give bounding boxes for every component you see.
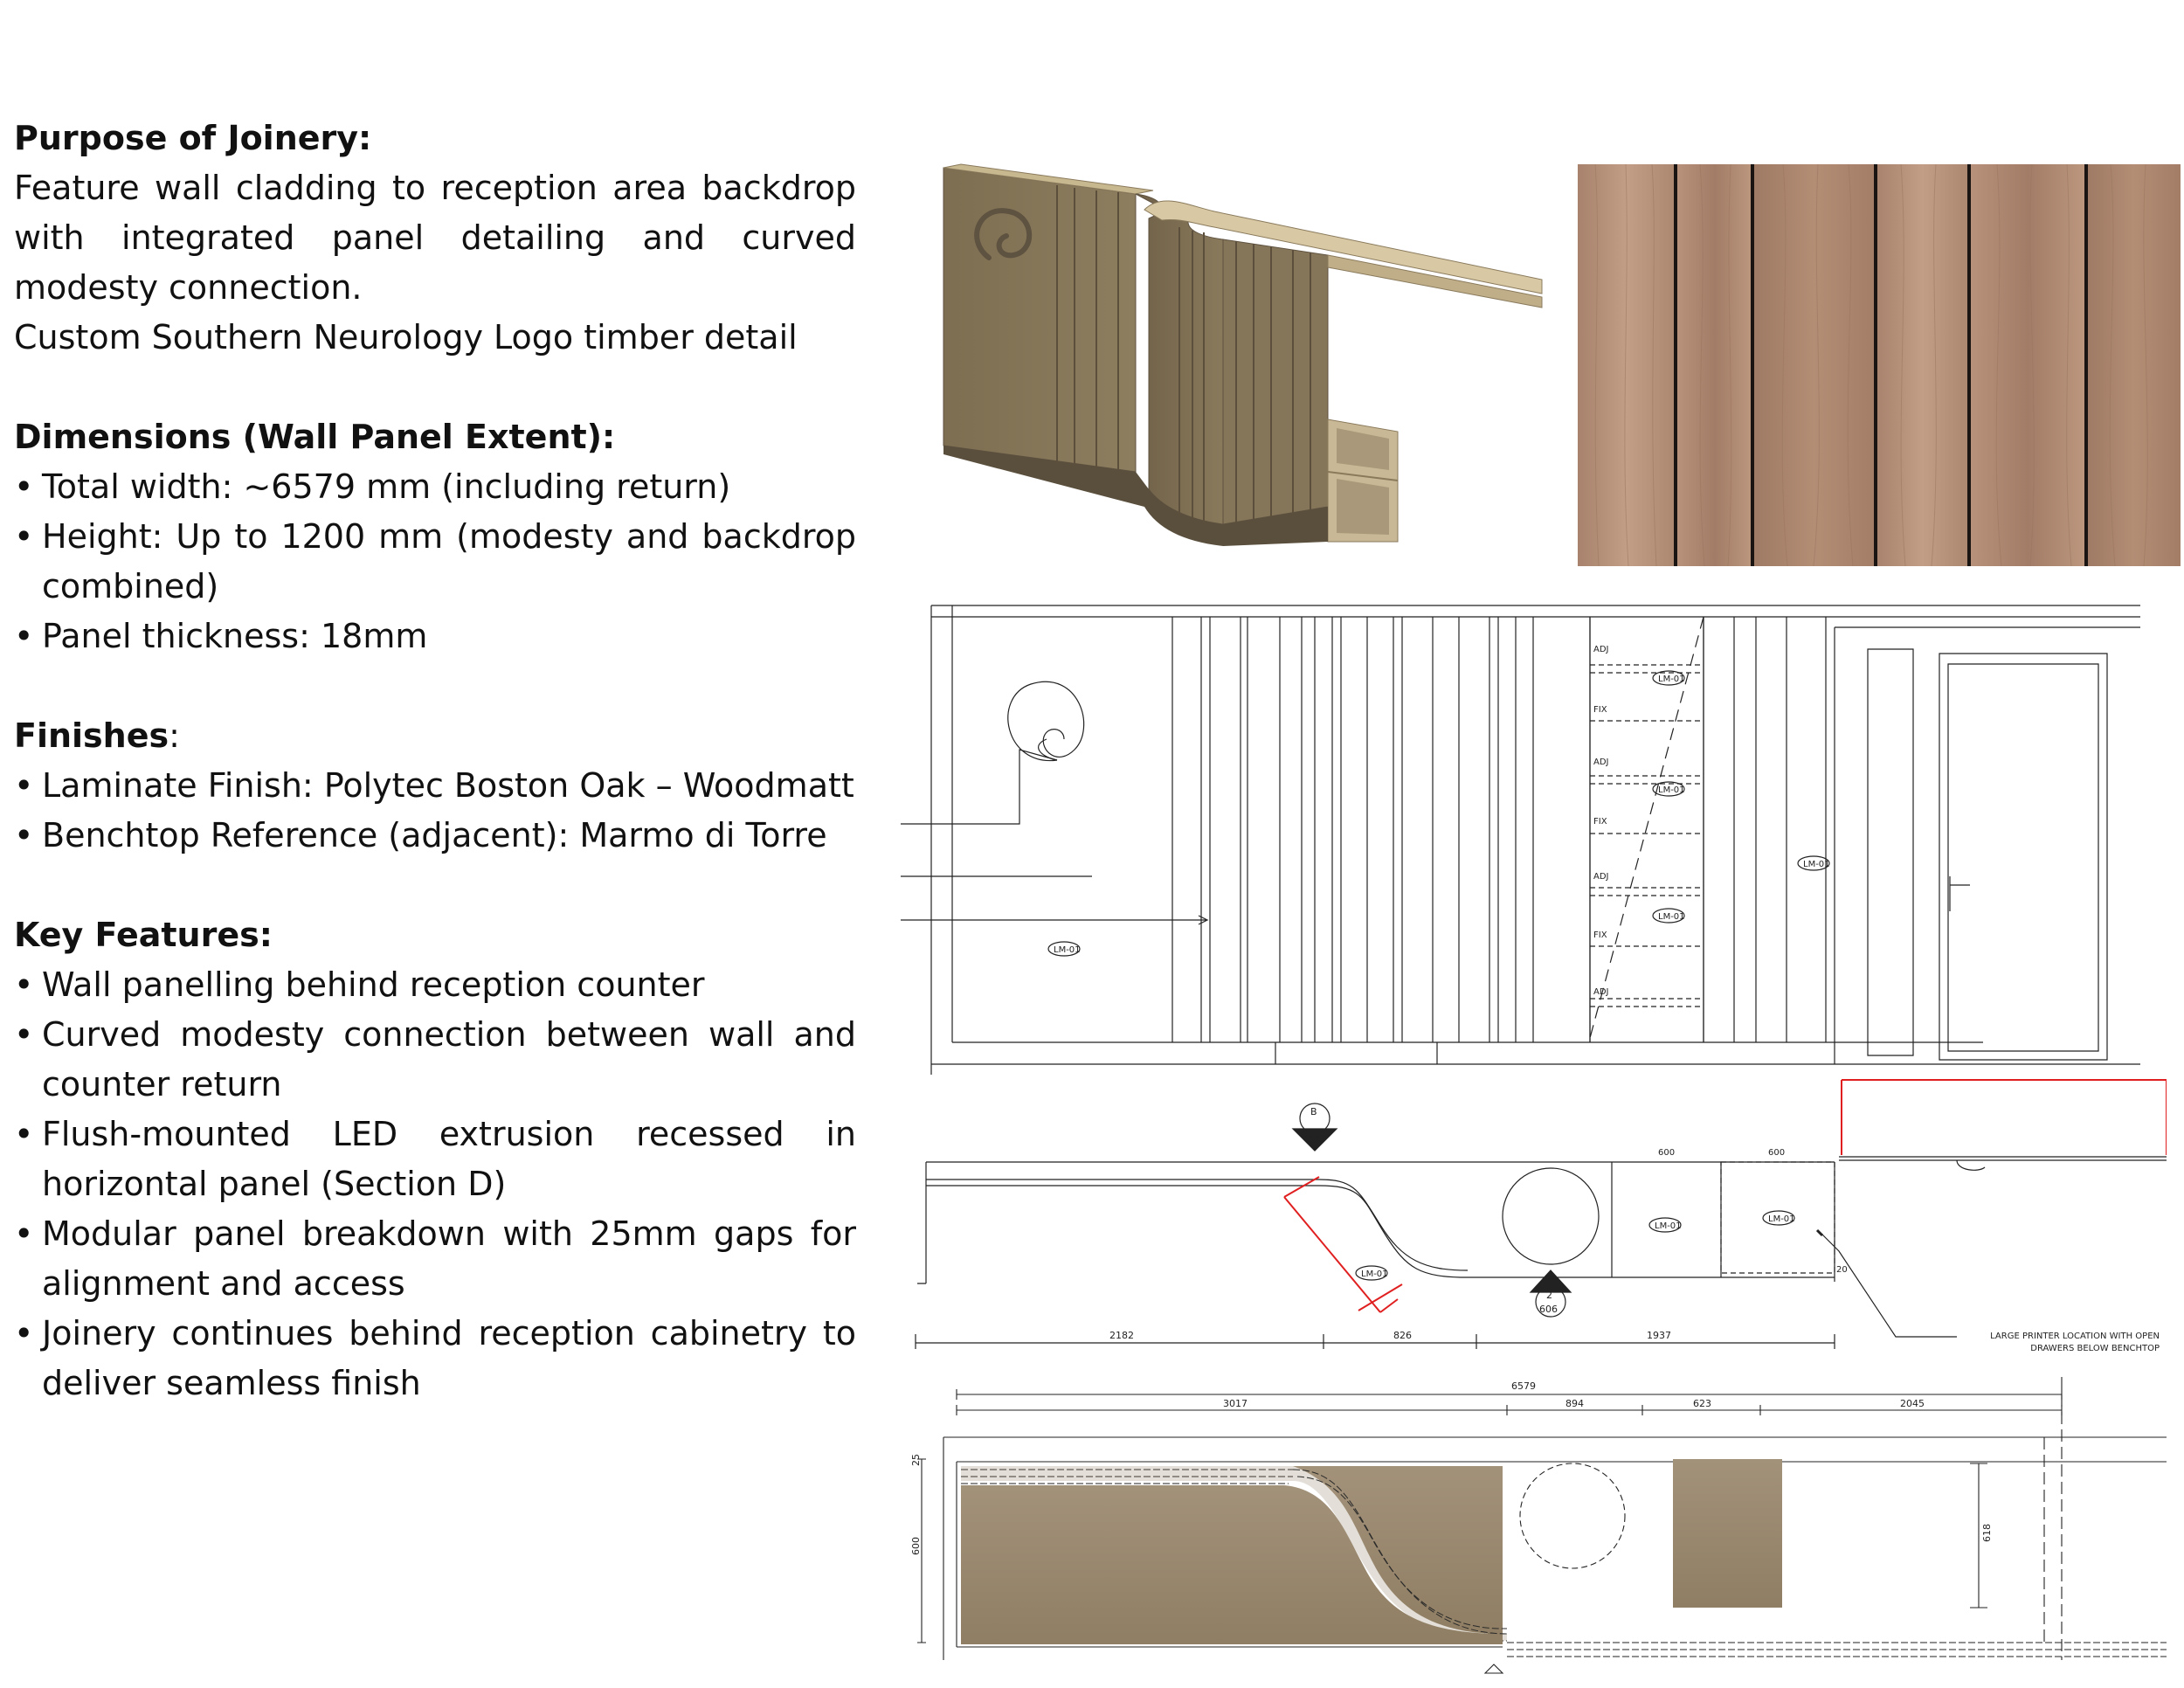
swatch-plank [1753, 164, 1876, 566]
printer-note-line-2: DRAWERS BELOW BENCHTOP [2030, 1344, 2160, 1353]
side-dimension: 618 [1981, 1524, 1993, 1542]
feature-item: • Flush-mounted LED extrusion recessed in horizontal panel (Section D) [14, 1110, 856, 1209]
elevation-tag-text: LM-01 [1658, 785, 1685, 795]
plan-tag-text: LM-01 [1768, 1214, 1795, 1224]
shelf-label: FIX [1593, 817, 1607, 827]
purpose-heading: Purpose of Joinery: [14, 119, 372, 157]
shelf-label: FIX [1593, 930, 1607, 940]
feature-item: • Joinery continues behind reception cabinetry to deliver seamless finish [14, 1309, 856, 1408]
render-back-wall [943, 168, 1136, 472]
plan-dim-value: 2182 [1109, 1330, 1134, 1341]
dimensions-heading: Dimensions (Wall Panel Extent): [14, 418, 616, 456]
finishes-heading: Finishes [14, 716, 169, 755]
finishes-list [14, 761, 856, 861]
shelf-label: ADJ [1593, 987, 1609, 997]
dimension-item: • Total width: ~6579 mm (including return) [14, 462, 856, 512]
finishes-heading-row [14, 711, 856, 761]
bay-width: 600 [1658, 1148, 1676, 1158]
segment-dimension: 623 [1693, 1398, 1711, 1409]
plan-dim-value: 1937 [1647, 1330, 1671, 1341]
finishes-colon: : [169, 716, 180, 755]
dimension-item: • Panel thickness: 18mm [14, 612, 856, 661]
dimensions-list [14, 462, 856, 661]
finish-item: • Benchtop Reference (adjacent): Marmo di Torre [14, 811, 856, 861]
bay-width: 600 [1768, 1148, 1786, 1158]
feature-item: • Wall panelling behind reception counter [14, 960, 856, 1010]
purpose-line-2: Custom Southern Neurology Logo timber detail [14, 318, 798, 356]
swatch-plank [1676, 164, 1753, 566]
shelf-label: ADJ [1593, 645, 1609, 654]
swatch-plank [1969, 164, 2087, 566]
callout-letter: 2 [1546, 1290, 1552, 1301]
lower-plan-drawing [909, 1372, 2167, 1678]
overall-dimension: 6579 [1511, 1380, 1536, 1392]
reception-plan-drawing [909, 1076, 2167, 1365]
segment-dimension: 3017 [1223, 1398, 1248, 1409]
shelf-label: FIX [1593, 705, 1607, 715]
features-list [14, 960, 856, 1408]
callout-number: 606 [1539, 1304, 1558, 1315]
section-number: 600 [1302, 1129, 1320, 1140]
elevation-tag-text: LM-01 [1054, 945, 1081, 955]
feature-item: • Modular panel breakdown with 25mm gaps for alignment and access [14, 1209, 856, 1309]
specification-text [14, 114, 856, 1408]
purpose-line-1: Feature wall cladding to reception area backdrop with integrated panel detailing and curved modesty connection. [14, 169, 856, 307]
finish-item: • Laminate Finish: Polytec Boston Oak – Woodmatt [14, 761, 856, 811]
joinery-3d-render [926, 157, 1564, 577]
segment-dimension: 894 [1565, 1398, 1584, 1409]
plan-tag-text: LM-01 [1655, 1221, 1682, 1231]
dimension-item: • Height: Up to 1200 mm (modesty and backdrop combined) [14, 512, 856, 612]
elevation-tag-text: LM-01 [1658, 912, 1685, 922]
plan-side-dim: 20 [1836, 1265, 1848, 1275]
boston-oak-swatch [1578, 164, 2181, 566]
section-letter: B [1310, 1106, 1317, 1117]
shelf-label: ADJ [1593, 872, 1609, 882]
elevation-tag-text: LM-01 [1803, 860, 1830, 869]
printer-note-line-1: LARGE PRINTER LOCATION WITH OPEN [1990, 1332, 2160, 1341]
lower-plan-cabinet [1673, 1459, 1782, 1608]
plan-dim-value: 826 [1393, 1330, 1412, 1341]
elevation-tag-text: LM-01 [1658, 675, 1685, 684]
shelf-label: ADJ [1593, 758, 1609, 767]
features-heading: Key Features: [14, 916, 273, 954]
plan-tag-text: LM-01 [1361, 1269, 1388, 1279]
swatch-plank [2087, 164, 2181, 566]
side-dimension: 600 [910, 1537, 922, 1555]
front-elevation-drawing [900, 601, 2158, 1077]
top-offset-dimension: 25 [910, 1454, 922, 1466]
segment-dimension: 2045 [1900, 1398, 1925, 1409]
swatch-plank [1876, 164, 1969, 566]
feature-item: • Curved modesty connection between wall and counter return [14, 1010, 856, 1110]
